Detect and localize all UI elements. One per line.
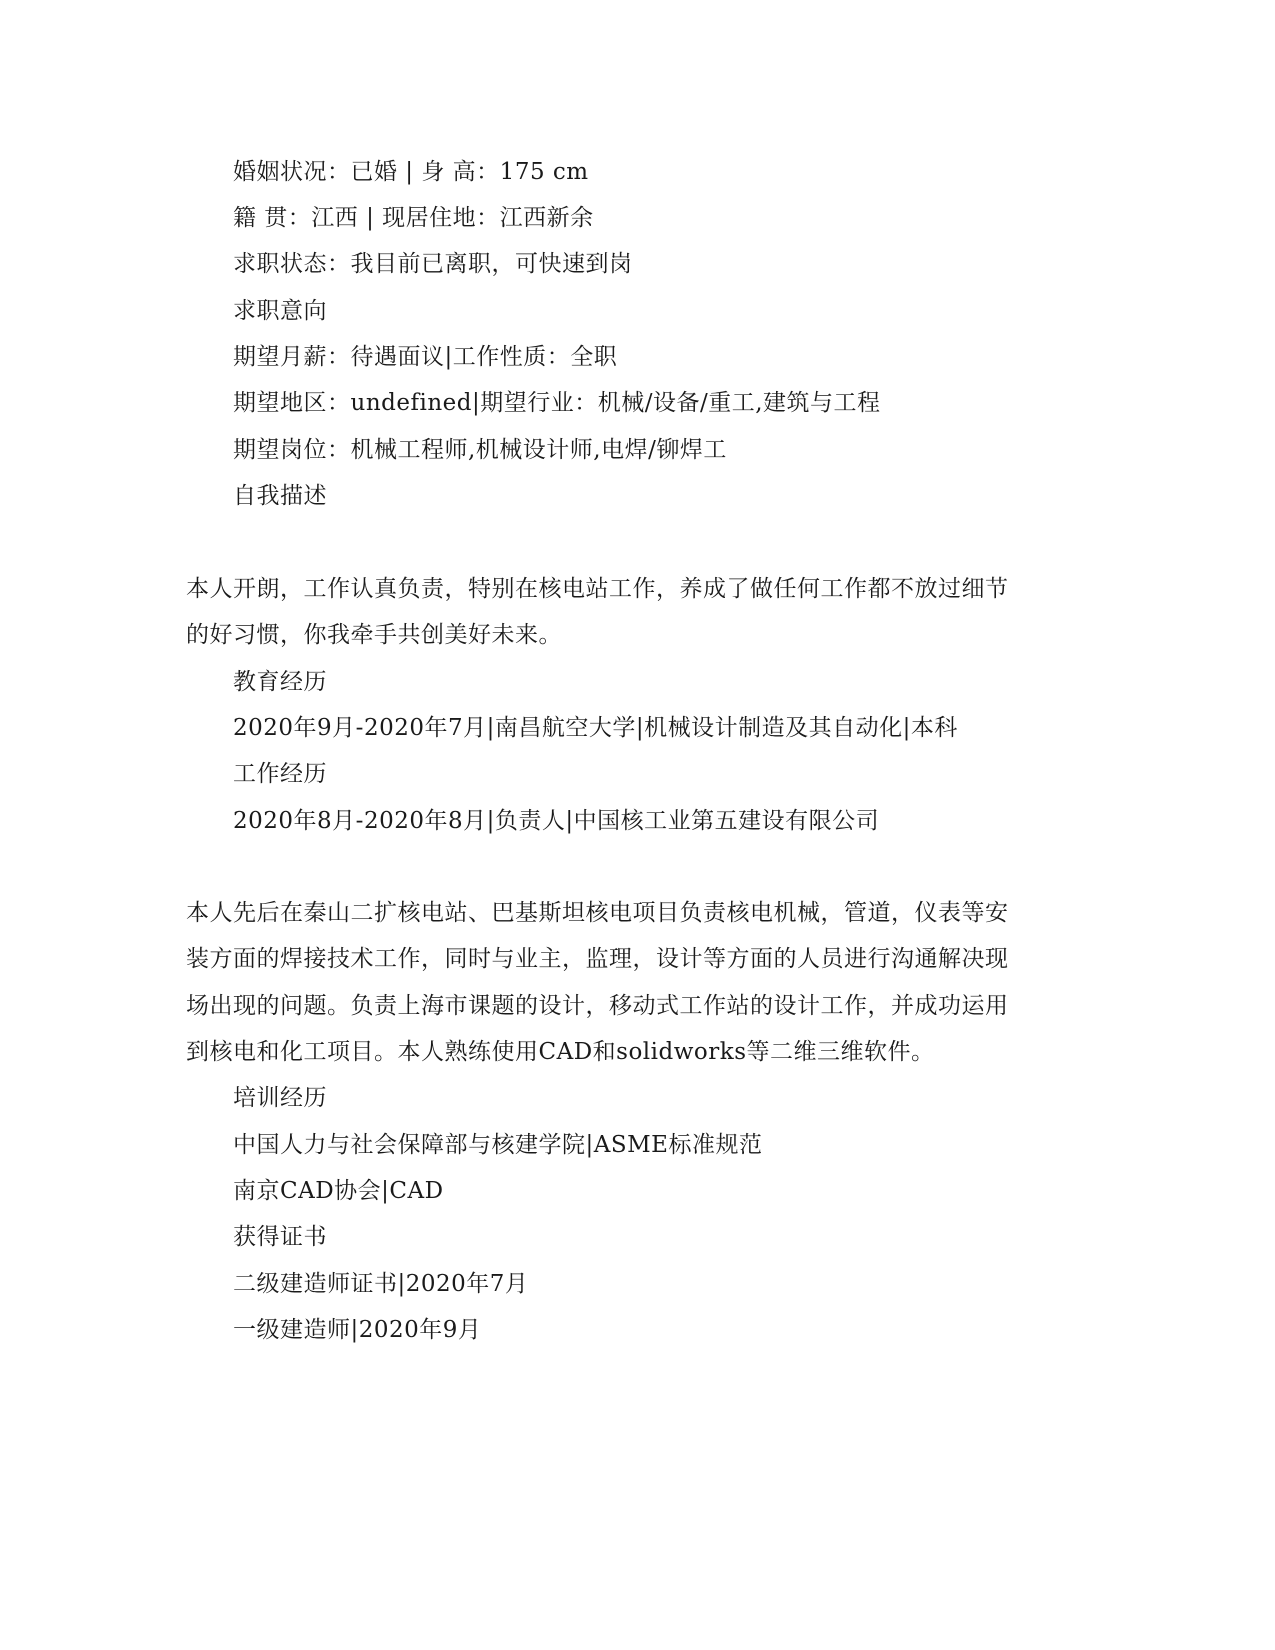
training-heading: 培训经历 [233, 1085, 327, 1111]
work-description-line: 本人先后在秦山二扩核电站、巴基斯坦核电项目负责核电机械，管道，仪表等安 [186, 900, 1009, 926]
marital-height-line: 婚姻状况：已婚 | 身 高：175 cm [233, 159, 589, 185]
job-intention-heading: 求职意向 [233, 298, 327, 324]
work-description-line: 装方面的焊接技术工作，同时与业主，监理，设计等方面的人员进行沟通解决现 [186, 946, 1009, 972]
expected-position-line: 期望岗位：机械工程师,机械设计师,电焊/铆焊工 [233, 437, 727, 463]
certificate-entry: 一级建造师|2020年9月 [233, 1317, 482, 1343]
work-description-line: 到核电和化工项目。本人熟练使用CAD和solidworks等二维三维软件。 [186, 1039, 935, 1065]
training-entry: 中国人力与社会保障部与核建学院|ASME标准规范 [233, 1132, 763, 1158]
education-heading: 教育经历 [233, 669, 327, 695]
certificate-entry: 二级建造师证书|2020年7月 [233, 1271, 529, 1297]
training-entry: 南京CAD协会|CAD [233, 1178, 444, 1204]
work-description-line: 场出现的问题。负责上海市课题的设计，移动式工作站的设计工作，并成功运用 [186, 993, 1009, 1019]
expected-salary-line: 期望月薪：待遇面议|工作性质：全职 [233, 344, 618, 370]
origin-residence-line: 籍 贯：江西 | 现居住地：江西新余 [233, 205, 594, 231]
work-heading: 工作经历 [233, 761, 327, 787]
education-entry: 2020年9月-2020年7月|南昌航空大学|机械设计制造及其自动化|本科 [233, 715, 958, 741]
self-description-heading: 自我描述 [233, 483, 327, 509]
job-status-line: 求职状态：我目前已离职，可快速到岗 [233, 251, 633, 277]
expected-region-line: 期望地区：undefined|期望行业：机械/设备/重工,建筑与工程 [233, 390, 881, 416]
work-entry: 2020年8月-2020年8月|负责人|中国核工业第五建设有限公司 [233, 808, 880, 834]
certificates-heading: 获得证书 [233, 1224, 327, 1250]
self-description-line: 的好习惯，你我牵手共创美好未来。 [186, 622, 562, 648]
self-description-line: 本人开朗，工作认真负责，特别在核电站工作，养成了做任何工作都不放过细节 [186, 576, 1009, 602]
